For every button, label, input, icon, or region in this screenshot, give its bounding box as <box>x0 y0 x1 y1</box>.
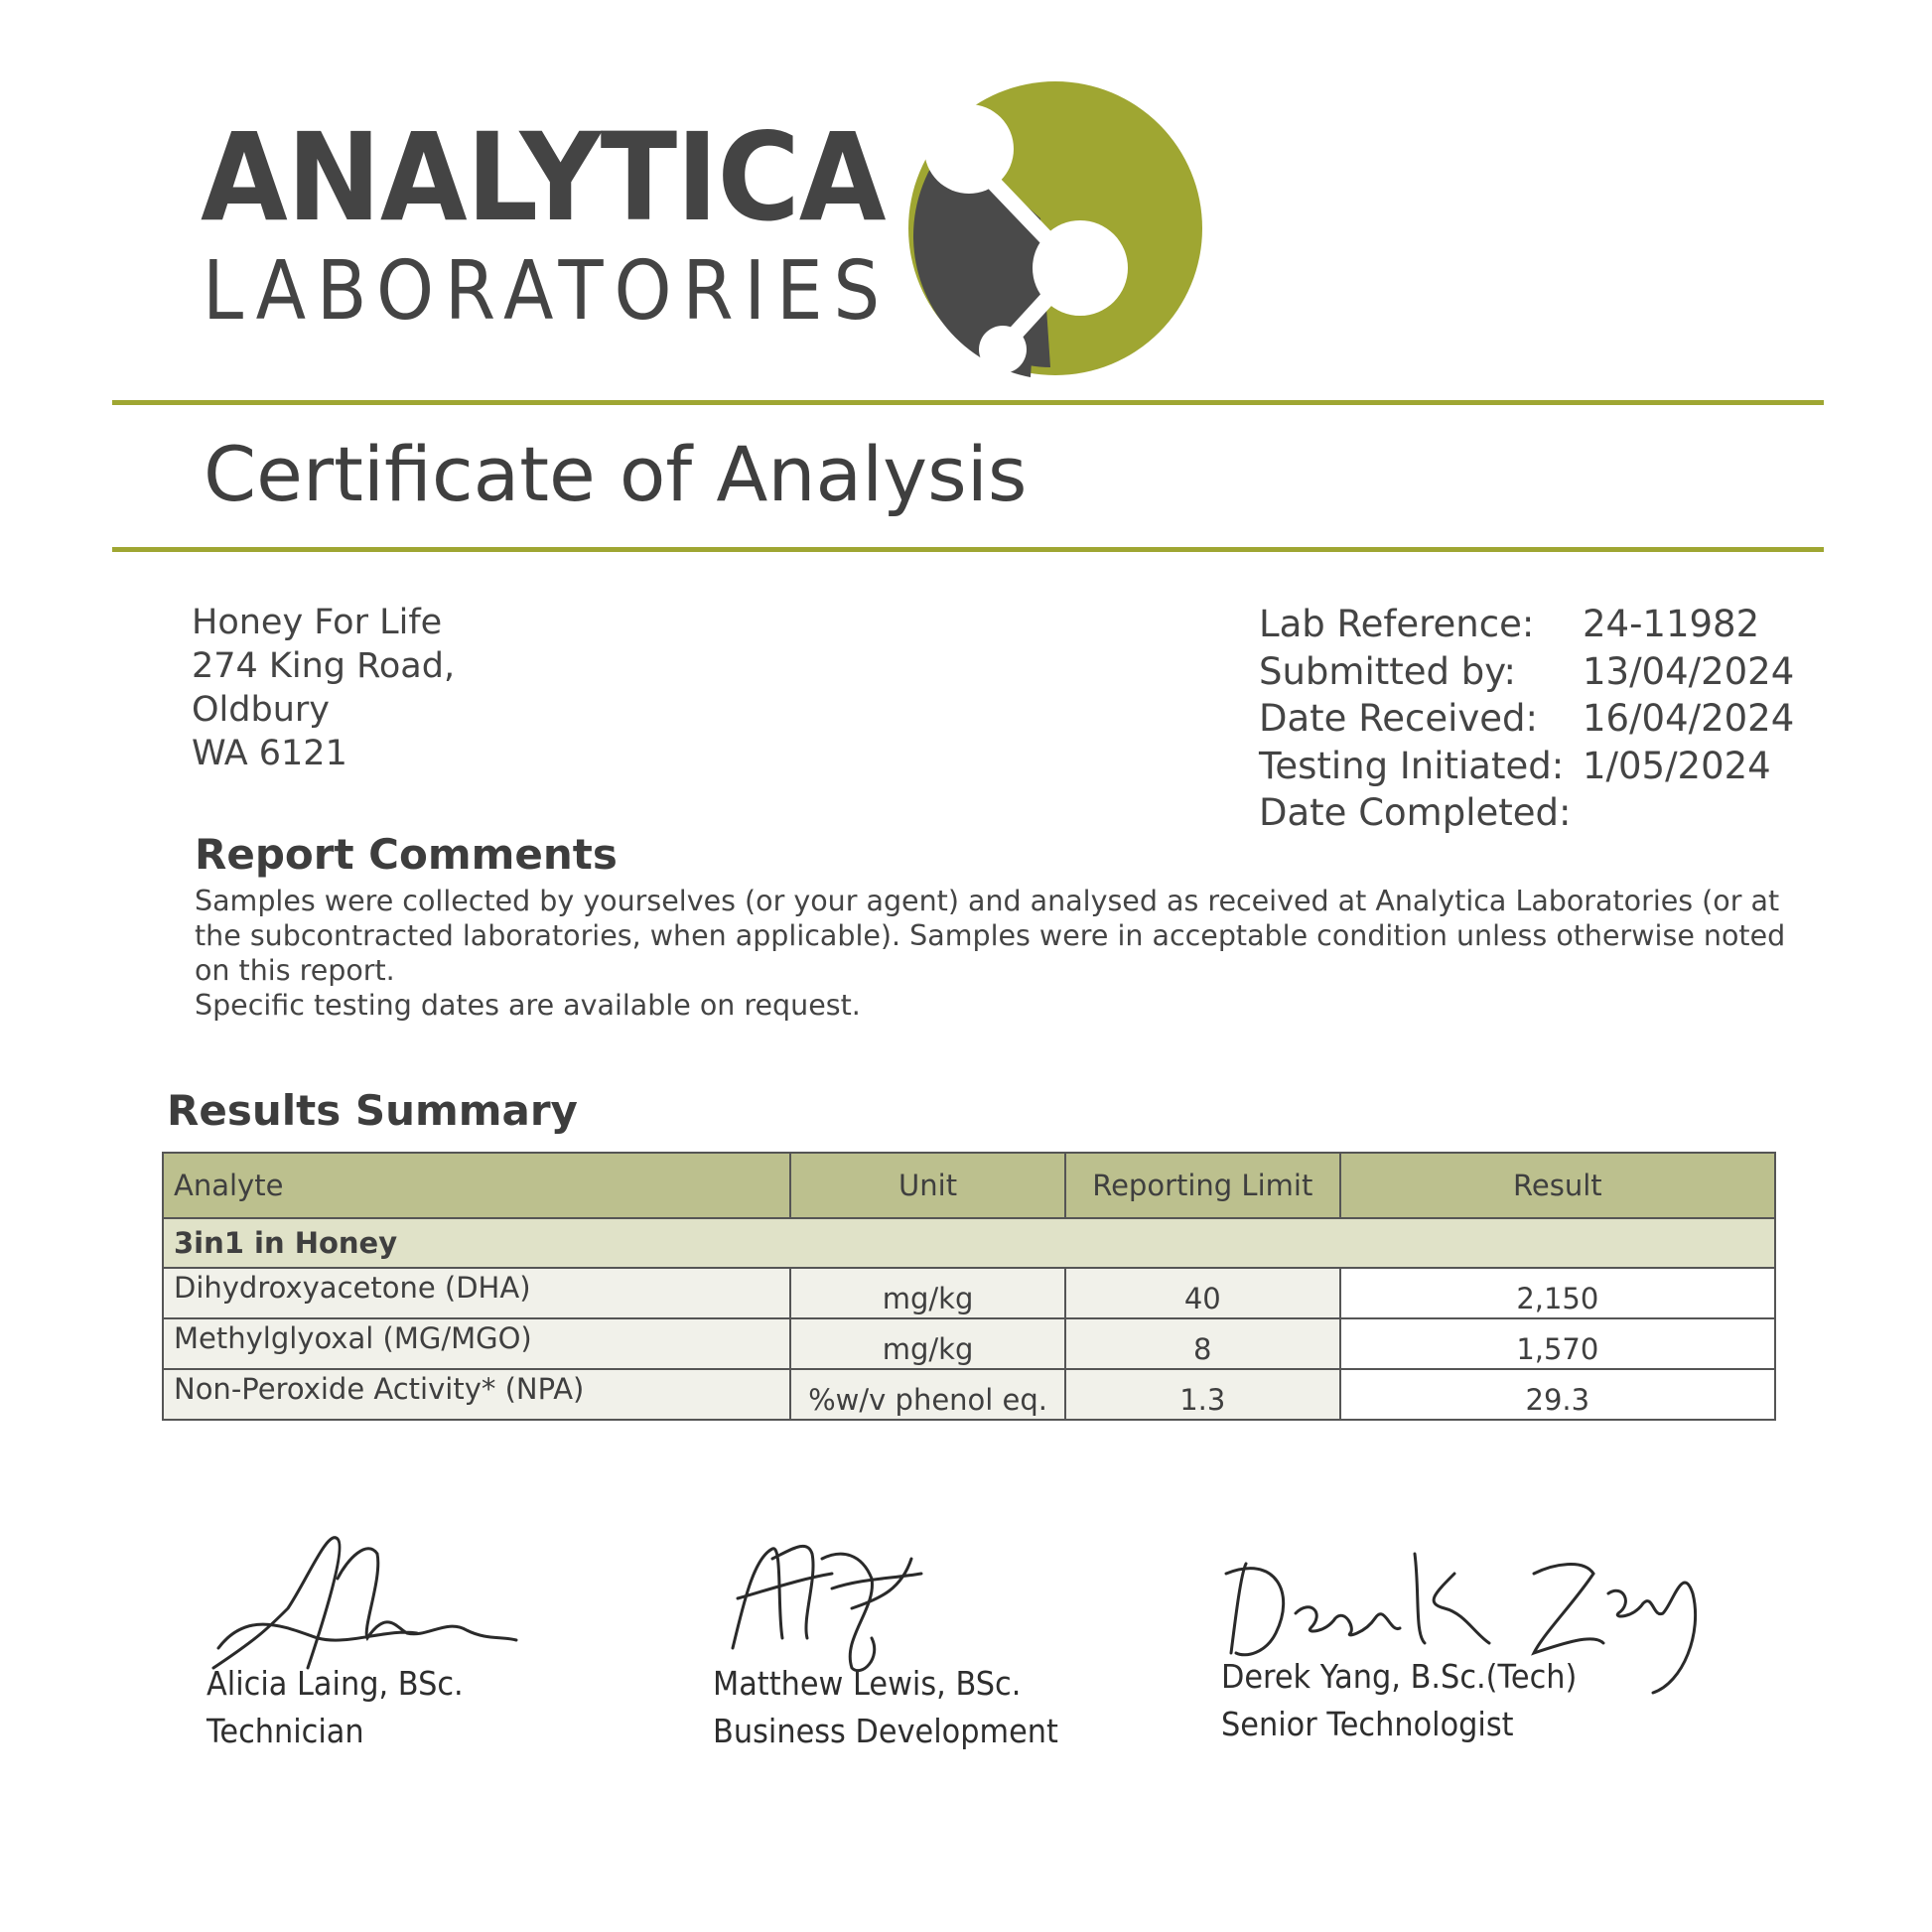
client-street: 274 King Road, <box>192 646 456 686</box>
meta-label: Date Completed: <box>1259 791 1572 834</box>
client-name: Honey For Life <box>192 603 443 642</box>
signatory-role: Senior Technologist <box>1221 1705 1514 1743</box>
analyte-cell: Methylglyoxal (MG/MGO) <box>163 1318 790 1369</box>
meta-value: 1/05/2024 <box>1583 744 1771 787</box>
table-row <box>163 1369 1775 1420</box>
meta-row <box>1259 743 1794 790</box>
analyte-cell: Dihydroxyacetone (DHA) <box>163 1268 790 1318</box>
unit-cell: %w/v phenol eq. <box>790 1369 1065 1420</box>
signatory-name: Alicia Laing, BSc. <box>207 1664 464 1703</box>
group-label: 3in1 in Honey <box>163 1218 1775 1268</box>
brand-name: ANALYTICA <box>201 107 886 248</box>
signatory-name: Derek Yang, B.Sc.(Tech) <box>1221 1657 1578 1696</box>
unit-cell: mg/kg <box>790 1268 1065 1318</box>
result-cell: 2,150 <box>1340 1268 1775 1318</box>
result-cell: 1,570 <box>1340 1318 1775 1369</box>
comments-heading: Report Comments <box>195 830 618 879</box>
results-table <box>162 1152 1776 1421</box>
meta-row <box>1259 789 1794 837</box>
brand-subtitle: LABORATORIES <box>203 244 892 339</box>
table-row <box>163 1268 1775 1318</box>
results-heading: Results Summary <box>167 1086 578 1135</box>
result-cell: 29.3 <box>1340 1369 1775 1420</box>
limit-cell: 1.3 <box>1065 1369 1340 1420</box>
unit-cell: mg/kg <box>790 1318 1065 1369</box>
meta-label: Submitted by: <box>1259 649 1516 693</box>
meta-row <box>1259 601 1794 648</box>
analyte-cell: Non-Peroxide Activity* (NPA) <box>163 1369 790 1420</box>
molecule-logo-icon <box>892 69 1209 387</box>
signatory-role: Technician <box>207 1712 364 1750</box>
header-bottom-rule <box>112 547 1824 552</box>
signatory-role: Business Development <box>713 1712 1058 1750</box>
client-address <box>192 601 455 775</box>
column-header: Result <box>1340 1153 1775 1218</box>
table-header-row <box>163 1153 1775 1218</box>
meta-value: 16/04/2024 <box>1583 697 1795 740</box>
client-state-postcode: WA 6121 <box>192 734 347 773</box>
signatory-block <box>207 1660 485 1755</box>
column-header: Analyte <box>163 1153 790 1218</box>
table-row <box>163 1318 1775 1369</box>
column-header: Reporting Limit <box>1065 1153 1340 1218</box>
table-group-row <box>163 1218 1775 1268</box>
signatory-name: Matthew Lewis, BSc. <box>713 1664 1022 1703</box>
limit-cell: 40 <box>1065 1268 1340 1318</box>
page-title: Certificate of Analysis <box>204 430 1028 518</box>
report-meta <box>1259 601 1794 837</box>
limit-cell: 8 <box>1065 1318 1340 1369</box>
comments-body <box>195 884 1823 1023</box>
meta-row <box>1259 695 1794 743</box>
comments-paragraph: Samples were collected by yourselves (or your agent) and analysed as received at Analytica Laboratories (or at the subcontracted laboratories, when applicable). Samples were in acceptable condition unless otherwise noted on this report. <box>195 885 1786 987</box>
meta-value: 24-11982 <box>1583 603 1760 645</box>
signatory-block <box>1221 1653 1608 1748</box>
meta-value: 13/04/2024 <box>1583 649 1795 693</box>
client-suburb: Oldbury <box>192 690 330 730</box>
meta-label: Testing Initiated: <box>1259 744 1565 787</box>
column-header: Unit <box>790 1153 1065 1218</box>
header-top-rule <box>112 400 1824 405</box>
meta-row <box>1259 648 1794 696</box>
meta-label: Lab Reference: <box>1259 603 1535 645</box>
meta-label: Date Received: <box>1259 697 1539 740</box>
signatory-block <box>713 1660 1088 1755</box>
comments-paragraph: Specific testing dates are available on request. <box>195 989 861 1022</box>
